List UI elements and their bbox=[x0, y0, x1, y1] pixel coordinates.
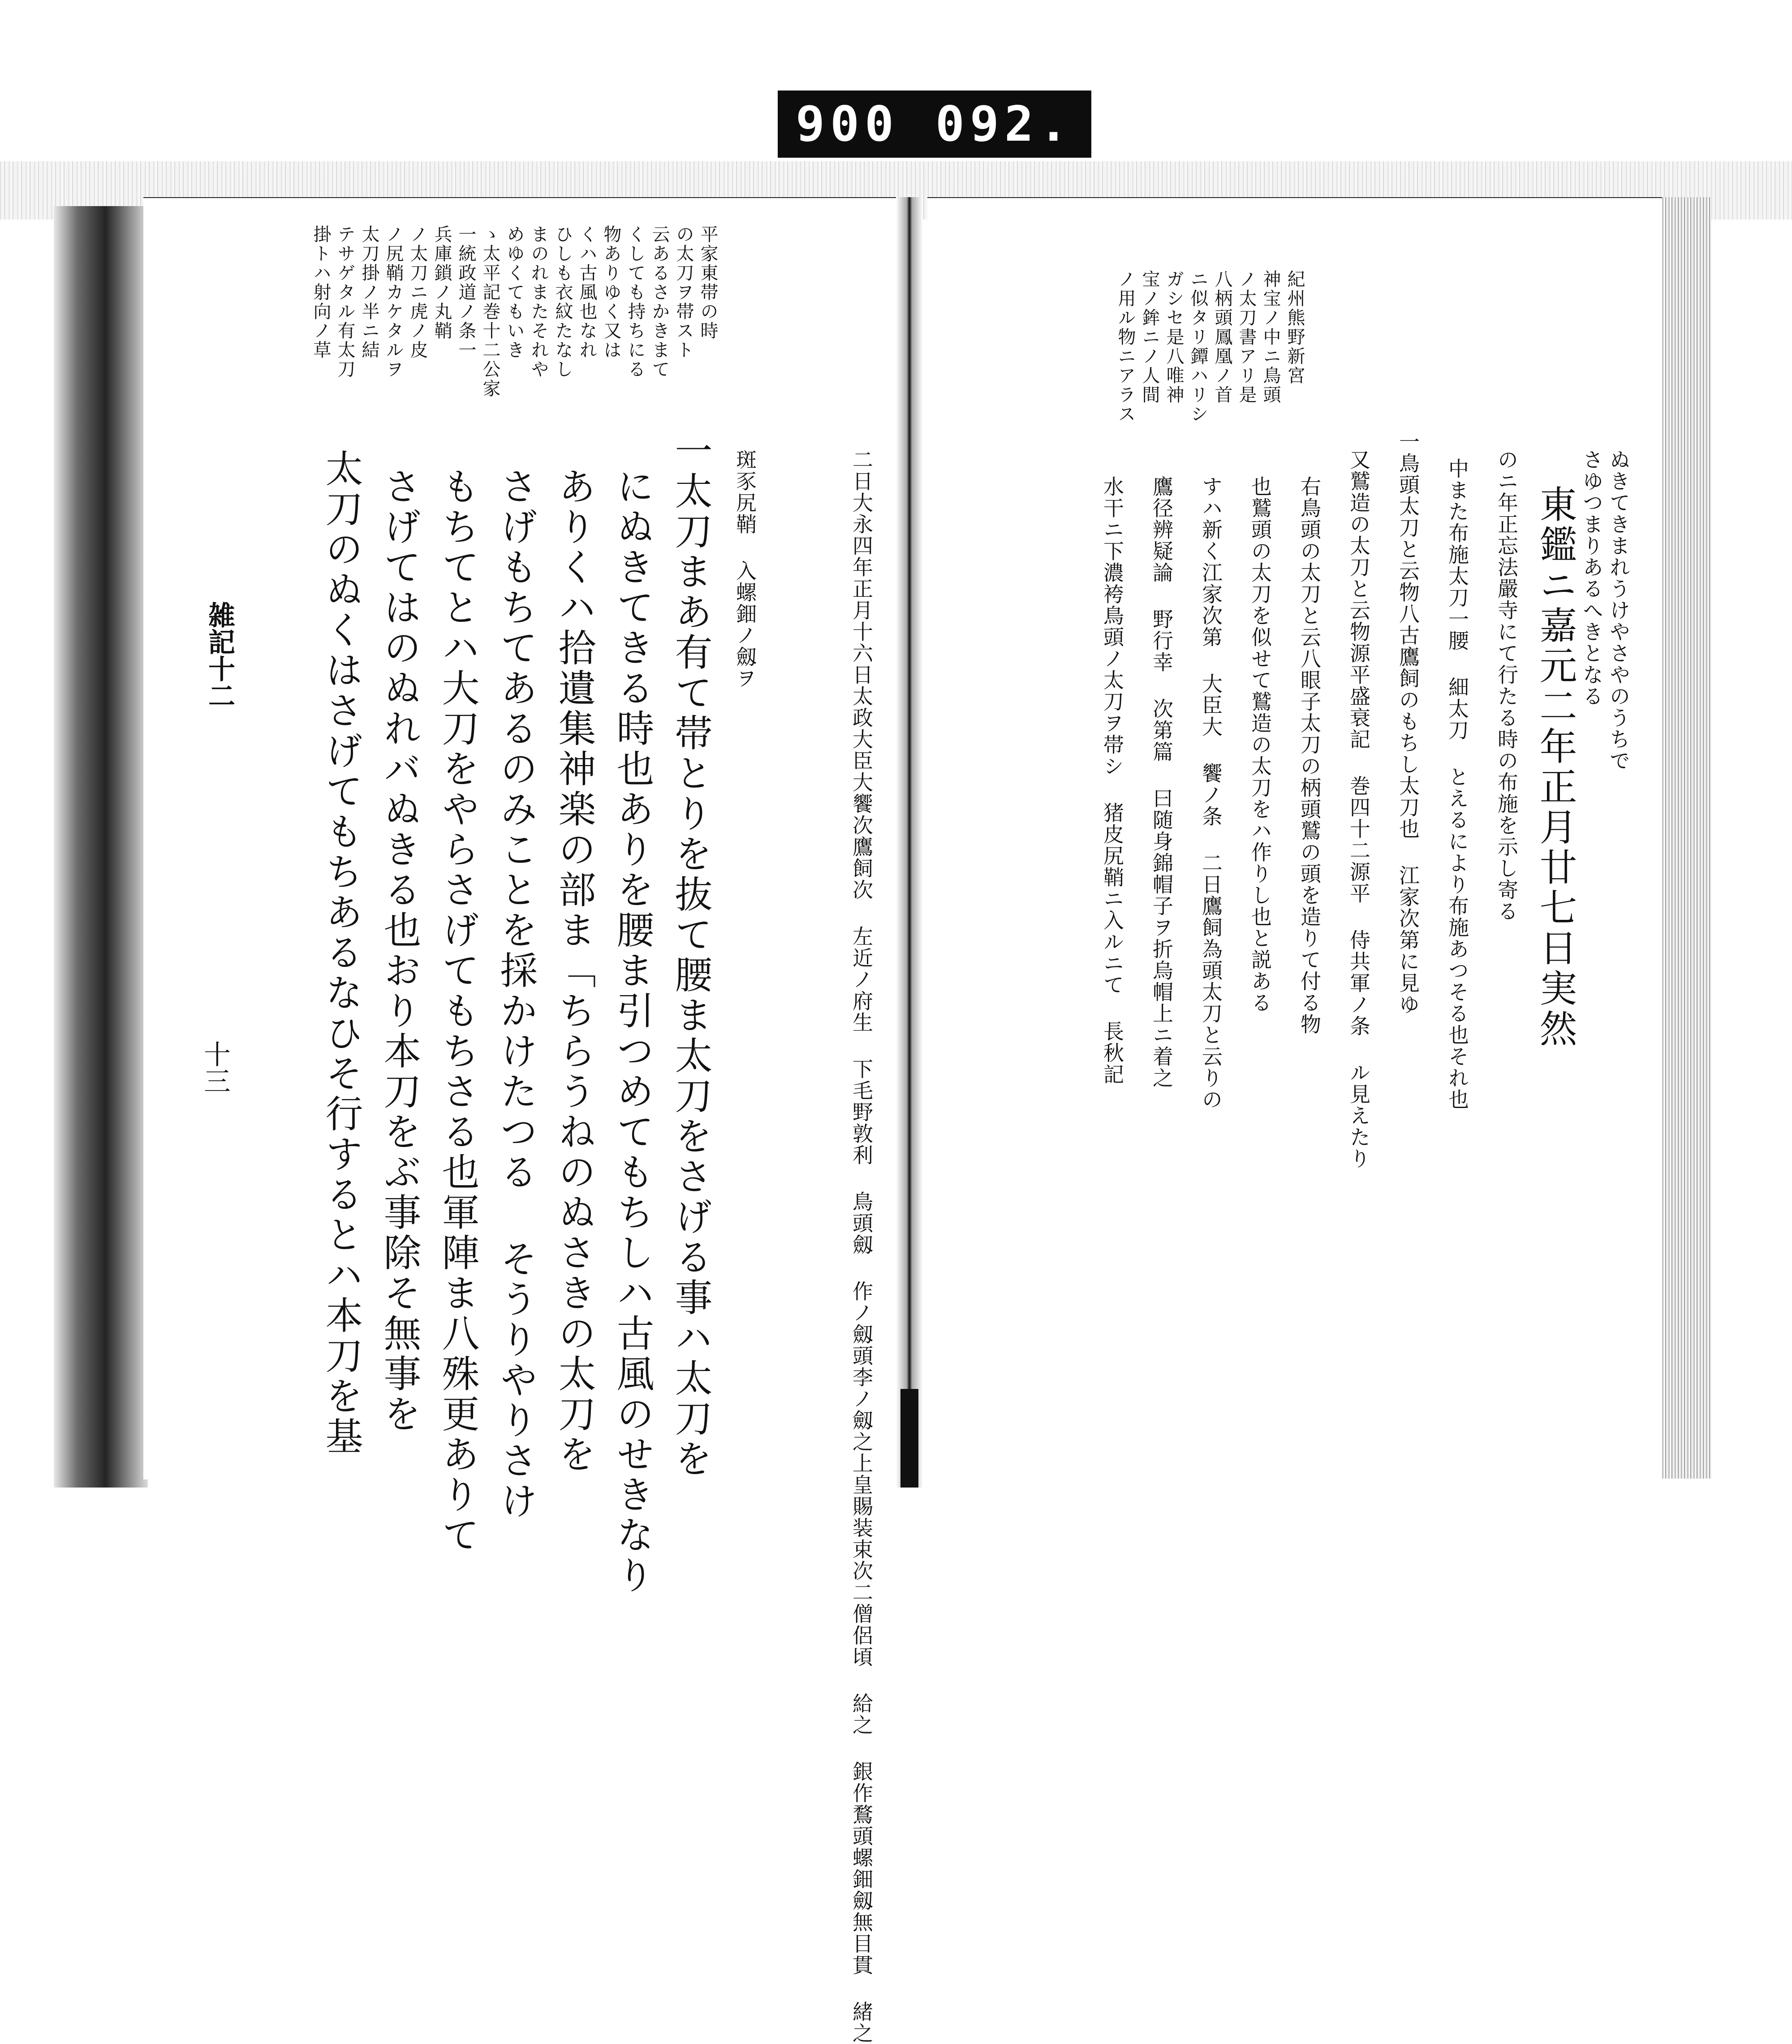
right-body-line: のニ年正忘法嚴寺にて行たる時の布施を示し寄る bbox=[1495, 449, 1519, 922]
book-right-edge bbox=[1662, 197, 1711, 1479]
book-left-edge bbox=[54, 206, 148, 1488]
right-note-line: 八柄頭鳳凰ノ首 bbox=[1212, 270, 1232, 405]
left-note-line: テサゲタル有太刀 bbox=[335, 225, 355, 379]
right-note-line: ノ太刀書アリ是 bbox=[1236, 270, 1257, 405]
scan-number-left: 900 bbox=[796, 96, 900, 152]
left-body-line: 一太刀まあ有て帯とりを抜て腰ま太刀をさげる事ハ太刀を bbox=[669, 431, 713, 1479]
left-note-line: 物ありゆく又は bbox=[601, 225, 621, 360]
left-body-line: さげもちてあるのみことを採かけたつる そうりやりさけ bbox=[494, 467, 538, 1522]
left-note-line: 云あるさかきまて bbox=[649, 225, 670, 379]
right-body-line: ぬきてきまれうけやさやのうちで bbox=[1607, 449, 1631, 772]
left-note-line: の太刀ヲ帯スト bbox=[673, 225, 694, 360]
right-note-line: 紀州熊野新宮 bbox=[1284, 270, 1305, 385]
right-body-line: 鷹径辨疑論 野行幸 次第篇 曰随身錦帽子ヲ折烏帽上ニ着之 bbox=[1150, 476, 1174, 1089]
right-body-line: 又鷲造の太刀と云物源平盛衰記 巻四十二源平 侍共軍ノ条 ル見えたり bbox=[1347, 449, 1371, 1169]
page-folio: 十三 bbox=[199, 1040, 231, 1094]
open-book bbox=[54, 188, 1711, 2044]
left-note-line: 平家東帯の時 bbox=[698, 225, 718, 341]
left-note-line: めゆくてもいき bbox=[504, 225, 525, 360]
right-body-line: 也鷲頭の太刀を似せて鷲造の太刀をハ作りし也と説ある bbox=[1248, 476, 1272, 1013]
left-note-line: ゝ太平記巻十二公家 bbox=[480, 225, 500, 398]
left-note-line: 兵庫鎖ノ丸鞘 bbox=[431, 225, 452, 341]
right-note-line: 神宝ノ中ニ鳥頭 bbox=[1260, 270, 1281, 405]
left-body-line: 斑豕尻鞘 入螺鈿ノ劔ヲ bbox=[733, 449, 757, 689]
left-body-line: ありくハ拾遺集神楽の部ま「ちらうねのぬさきの太刀を bbox=[552, 467, 596, 1475]
scan-number-label bbox=[778, 91, 1091, 158]
binding-clip bbox=[900, 1389, 918, 1488]
right-body-line: 水干ニ下濃袴鳥頭ノ太刀ヲ帯シ 猪皮尻鞘ニ入ルニて 長秋記 bbox=[1100, 476, 1124, 1085]
right-body-line: 東鑑ニ嘉元二年正月廿七日実然 bbox=[1534, 485, 1577, 1049]
left-body-line: 太刀のぬくはさげてもちあるなひそ行するとハ本刀を基 bbox=[319, 449, 363, 1457]
left-body-line: 二日大永四年正月十六日太政大臣大饗次鷹飼次 左近ノ府生 下毛野敦利 鳥頭劔 作ノ劔頭李ノ劔之上皇賜装束次二僧侶頃 給之 銀作鶩頭螺鈿劔無目貫 緒之 bbox=[849, 449, 874, 2044]
scan-number-right: 092. bbox=[935, 96, 1073, 152]
right-body-line: すハ新く江家次第 大臣大 饗ノ条 二日鷹飼為頭太刀と云りの bbox=[1199, 476, 1223, 1110]
left-note-line: くハ古風也なれ bbox=[577, 225, 597, 360]
left-note-line: ノ太刀ニ虎ノ皮 bbox=[407, 225, 428, 360]
right-body-line: 中また布施太刀一腰 細太刀 とえるにより布施あつそる也それ也 bbox=[1445, 458, 1469, 1110]
left-note-line: 一統政道ノ条一 bbox=[456, 225, 476, 360]
right-body-line: 右鳥頭の太刀と云八眼子太刀の柄頭鷲の頭を造りて付る物 bbox=[1297, 476, 1322, 1035]
book-gutter bbox=[896, 197, 923, 1488]
left-page bbox=[143, 197, 923, 2044]
left-note-line: 掛トハ射向ノ草 bbox=[310, 225, 331, 360]
left-body-line: もちてとハ大刀をやらさげてもちさる也軍陣ま八殊更ありて bbox=[436, 467, 480, 1556]
running-header: 雑記十二 bbox=[204, 601, 235, 709]
right-note-line: ガシセ是八唯神 bbox=[1163, 270, 1184, 405]
left-note-line: ひしも衣紋たなし bbox=[552, 225, 573, 379]
left-note-line: ノ尻鞘カケタルヲ bbox=[383, 225, 404, 379]
left-note-line: くしても持ちにる bbox=[625, 225, 646, 379]
right-body-line: 一鳥頭太刀と云物八古鷹飼のもちし太刀也 江家次第に見ゆ bbox=[1396, 431, 1420, 1015]
left-body-line: さげてはのぬれバぬきる也おり本刀をぶ事除そ無事を bbox=[378, 467, 422, 1435]
left-note-line: 太刀掛ノ半ニ結 bbox=[359, 225, 379, 360]
left-body-line: にぬきてきる時也ありを腰ま引つめてもちしハ古風のせきなり bbox=[611, 467, 655, 1596]
right-note-line: 宝ノ鉾ニノ人間 bbox=[1139, 270, 1160, 405]
right-note-line: ニ似タリ鐔ハリシ bbox=[1188, 270, 1208, 424]
right-note-line: ノ用ル物ニアラス bbox=[1115, 270, 1136, 424]
left-note-line: まのれまたそれや bbox=[528, 225, 549, 379]
right-page bbox=[927, 197, 1662, 1479]
right-body-line: さゆつまりあるへきとなる bbox=[1580, 449, 1604, 707]
